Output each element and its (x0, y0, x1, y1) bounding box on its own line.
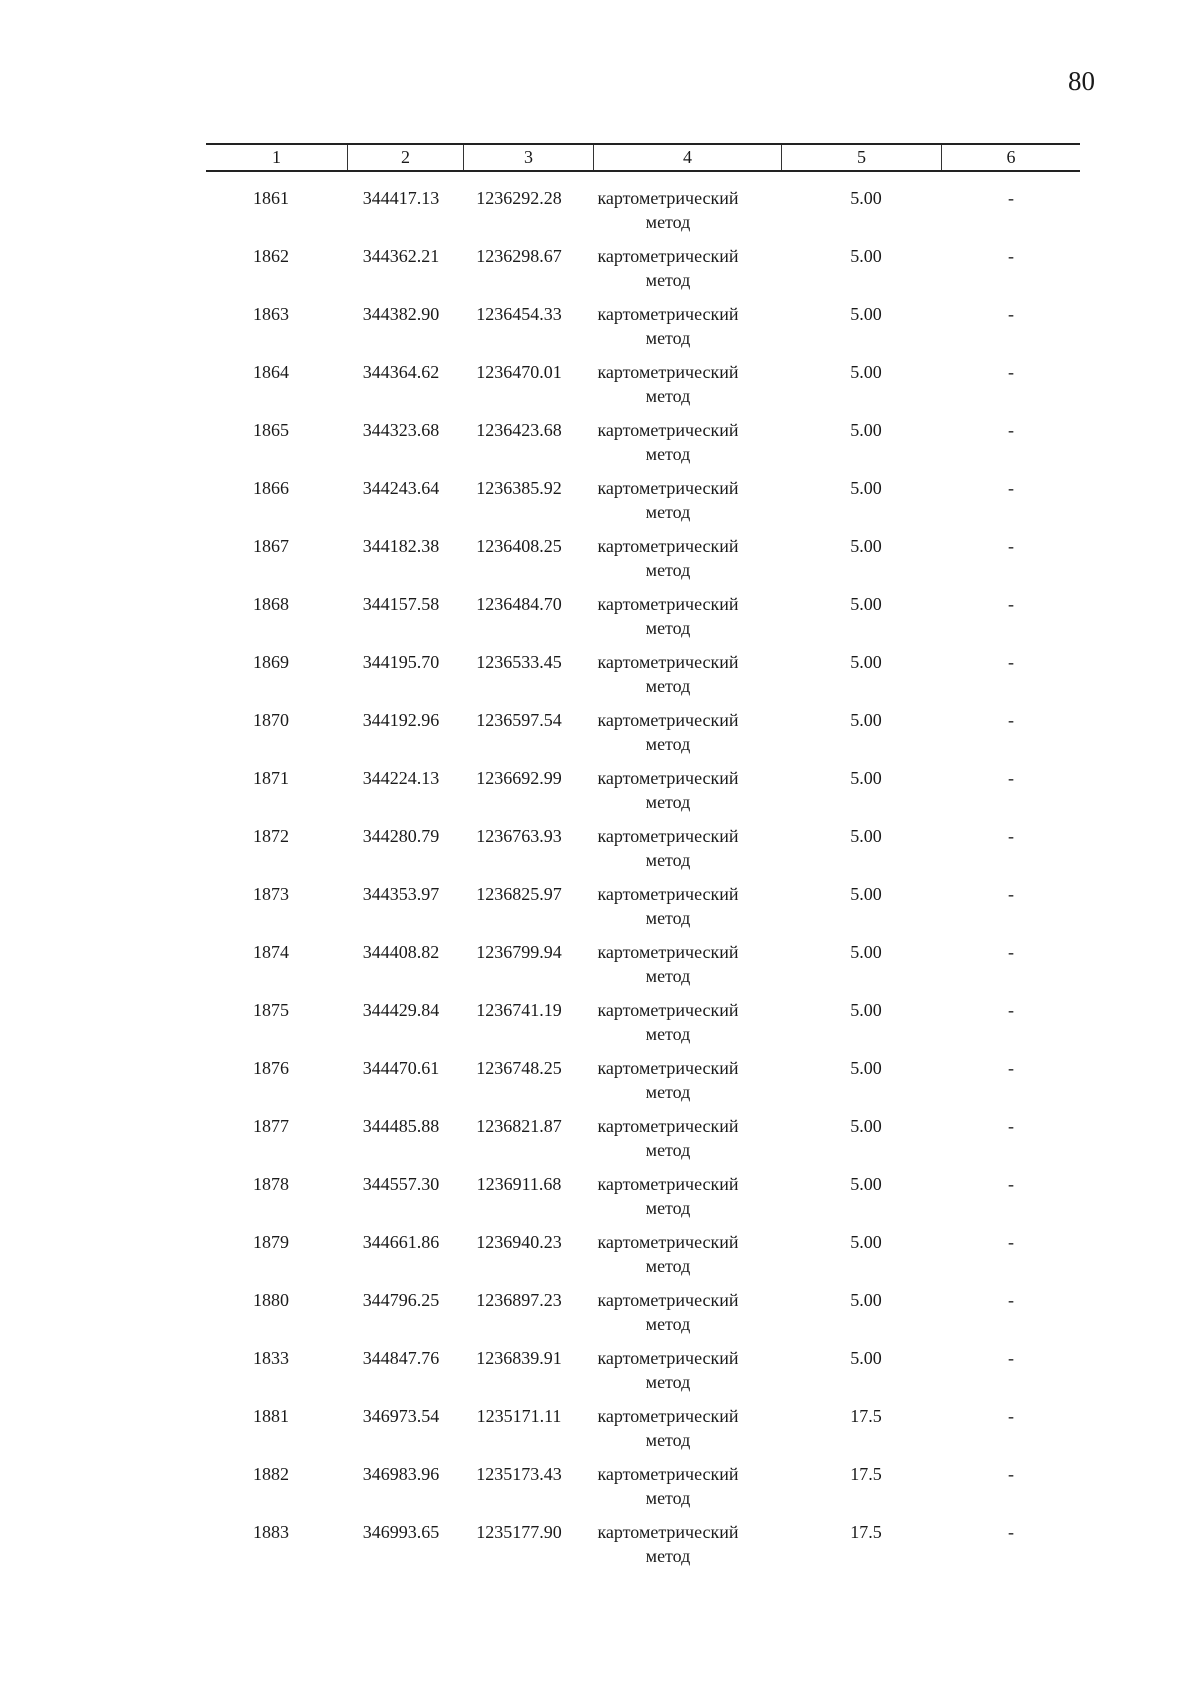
accuracy-cell: 5.00 (850, 1290, 882, 1310)
y-coordinate-cell: 1236484.70 (476, 594, 562, 614)
method-line-1: картометрический (597, 1058, 739, 1078)
x-coordinate-cell: 344192.96 (362, 710, 440, 730)
table-row (206, 1462, 1080, 1520)
point-number-cell: 1862 (253, 246, 289, 266)
note-cell: - (1008, 1406, 1014, 1426)
method-line-2: метод (645, 1372, 691, 1392)
method-line-1: картометрический (597, 1174, 739, 1194)
method-cell (586, 592, 750, 640)
method-cell (586, 1462, 750, 1510)
table-row (206, 824, 1080, 882)
x-coordinate-cell: 344224.13 (362, 768, 440, 788)
x-coordinate-cell: 344557.30 (362, 1174, 440, 1194)
column-header-6: 6 (1006, 147, 1016, 167)
y-coordinate-cell: 1236533.45 (476, 652, 562, 672)
method-cell (586, 360, 750, 408)
accuracy-cell: 5.00 (850, 478, 882, 498)
table-row (206, 534, 1080, 592)
accuracy-cell: 5.00 (850, 304, 882, 324)
note-cell: - (1008, 1522, 1014, 1542)
x-coordinate-cell: 344796.25 (362, 1290, 440, 1310)
accuracy-cell: 5.00 (850, 1058, 882, 1078)
table-row (206, 186, 1080, 244)
note-cell: - (1008, 1000, 1014, 1020)
point-number-cell: 1875 (253, 1000, 289, 1020)
y-coordinate-cell: 1236454.33 (476, 304, 562, 324)
column-header-4: 4 (594, 145, 782, 170)
table-row (206, 418, 1080, 476)
point-number-cell: 1882 (253, 1464, 289, 1484)
accuracy-cell: 5.00 (850, 362, 882, 382)
method-line-1: картометрический (597, 594, 739, 614)
accuracy-cell: 5.00 (850, 1174, 882, 1194)
y-coordinate-cell: 1236821.87 (476, 1116, 562, 1136)
method-cell (586, 940, 750, 988)
note-cell: - (1008, 1116, 1014, 1136)
method-line-2: метод (645, 1546, 691, 1566)
y-coordinate-cell: 1236911.68 (476, 1174, 562, 1194)
x-coordinate-cell: 344182.38 (362, 536, 440, 556)
note-cell: - (1008, 420, 1014, 440)
method-line-1: картометрический (597, 768, 739, 788)
method-line-2: метод (645, 270, 691, 290)
method-line-2: метод (645, 676, 691, 696)
method-cell (586, 244, 750, 292)
accuracy-cell: 5.00 (850, 536, 882, 556)
table-row (206, 360, 1080, 418)
note-cell: - (1008, 1058, 1014, 1078)
point-number-cell: 1883 (253, 1522, 289, 1542)
accuracy-cell: 5.00 (850, 188, 882, 208)
y-coordinate-cell: 1236748.25 (476, 1058, 562, 1078)
method-line-1: картометрический (597, 1406, 739, 1426)
accuracy-cell: 5.00 (850, 768, 882, 788)
method-cell (586, 302, 750, 350)
x-coordinate-cell: 344362.21 (362, 246, 440, 266)
y-coordinate-cell: 1236839.91 (476, 1348, 562, 1368)
point-number-cell: 1879 (253, 1232, 289, 1252)
x-coordinate-cell: 344847.76 (362, 1348, 440, 1368)
table-row (206, 998, 1080, 1056)
y-coordinate-cell: 1235173.43 (476, 1464, 562, 1484)
method-line-1: картометрический (597, 1348, 739, 1368)
table-row (206, 882, 1080, 940)
y-coordinate-cell: 1236298.67 (476, 246, 562, 266)
method-cell (586, 1172, 750, 1220)
y-coordinate-cell: 1236597.54 (476, 710, 562, 730)
method-line-2: метод (645, 966, 691, 986)
method-cell (586, 998, 750, 1046)
method-line-2: метод (645, 908, 691, 928)
method-cell (586, 1404, 750, 1452)
table-row (206, 592, 1080, 650)
method-line-2: метод (645, 1488, 691, 1508)
table-row (206, 940, 1080, 998)
method-cell (586, 650, 750, 698)
y-coordinate-cell: 1236292.28 (476, 188, 562, 208)
method-line-1: картометрический (597, 1000, 739, 1020)
x-coordinate-cell: 344353.97 (362, 884, 440, 904)
accuracy-cell: 5.00 (850, 420, 882, 440)
method-line-1: картометрический (597, 1232, 739, 1252)
note-cell: - (1008, 304, 1014, 324)
method-cell (586, 708, 750, 756)
table-row (206, 1230, 1080, 1288)
note-cell: - (1008, 942, 1014, 962)
method-line-1: картометрический (597, 1464, 739, 1484)
note-cell: - (1008, 710, 1014, 730)
method-line-1: картометрический (597, 304, 739, 324)
y-coordinate-cell: 1236470.01 (476, 362, 562, 382)
point-number-cell: 1874 (253, 942, 289, 962)
point-number-cell: 1864 (253, 362, 289, 382)
accuracy-cell: 5.00 (850, 1000, 882, 1020)
table-row (206, 1172, 1080, 1230)
column-header-1: 1 (206, 145, 348, 170)
method-line-2: метод (645, 1430, 691, 1450)
x-coordinate-cell: 344195.70 (362, 652, 440, 672)
x-coordinate-cell: 344157.58 (362, 594, 440, 614)
page-number: 80 (1068, 66, 1095, 96)
table-row (206, 766, 1080, 824)
point-number-cell: 1877 (253, 1116, 289, 1136)
method-line-2: метод (645, 502, 691, 522)
accuracy-cell: 5.00 (850, 1348, 882, 1368)
table-header (206, 143, 1080, 172)
accuracy-cell: 17.5 (850, 1522, 882, 1542)
table-row (206, 1056, 1080, 1114)
method-line-1: картометрический (597, 188, 739, 208)
table-row (206, 244, 1080, 302)
method-cell (586, 534, 750, 582)
method-line-1: картометрический (597, 942, 739, 962)
table-row (206, 1520, 1080, 1578)
x-coordinate-cell: 344661.86 (362, 1232, 440, 1252)
point-number-cell: 1833 (253, 1348, 289, 1368)
method-cell (586, 1114, 750, 1162)
method-line-2: метод (645, 444, 691, 464)
x-coordinate-cell: 344408.82 (362, 942, 440, 962)
point-number-cell: 1869 (253, 652, 289, 672)
y-coordinate-cell: 1236408.25 (476, 536, 562, 556)
x-coordinate-cell: 344382.90 (362, 304, 440, 324)
note-cell: - (1008, 1464, 1014, 1484)
method-line-1: картометрический (597, 1290, 739, 1310)
method-line-2: метод (645, 386, 691, 406)
point-number-cell: 1878 (253, 1174, 289, 1194)
x-coordinate-cell: 344417.13 (362, 188, 440, 208)
column-header-5: 5 (782, 145, 942, 170)
x-coordinate-cell: 344280.79 (362, 826, 440, 846)
method-line-1: картометрический (597, 1116, 739, 1136)
accuracy-cell: 5.00 (850, 1116, 882, 1136)
method-line-2: метод (645, 1024, 691, 1044)
y-coordinate-cell: 1236763.93 (476, 826, 562, 846)
accuracy-cell: 5.00 (850, 1232, 882, 1252)
method-cell (586, 1346, 750, 1394)
method-line-1: картометрический (597, 652, 739, 672)
point-number-cell: 1867 (253, 536, 289, 556)
method-line-1: картометрический (597, 362, 739, 382)
table-row (206, 1404, 1080, 1462)
method-line-1: картометрический (597, 710, 739, 730)
y-coordinate-cell: 1236799.94 (476, 942, 562, 962)
note-cell: - (1008, 246, 1014, 266)
point-number-cell: 1871 (253, 768, 289, 788)
table-body (206, 186, 1080, 1578)
y-coordinate-cell: 1236741.19 (476, 1000, 562, 1020)
point-number-cell: 1872 (253, 826, 289, 846)
note-cell: - (1008, 652, 1014, 672)
x-coordinate-cell: 344485.88 (362, 1116, 440, 1136)
table-row (206, 708, 1080, 766)
note-cell: - (1008, 826, 1014, 846)
method-cell (586, 476, 750, 524)
x-coordinate-cell: 344243.64 (362, 478, 440, 498)
note-cell: - (1008, 1290, 1014, 1310)
note-cell: - (1008, 594, 1014, 614)
column-header-2: 2 (348, 145, 464, 170)
method-line-1: картометрический (597, 478, 739, 498)
point-number-cell: 1880 (253, 1290, 289, 1310)
accuracy-cell: 5.00 (850, 246, 882, 266)
method-line-2: метод (645, 1256, 691, 1276)
table-row (206, 1346, 1080, 1404)
x-coordinate-cell: 344364.62 (362, 362, 440, 382)
point-number-cell: 1865 (253, 420, 289, 440)
note-cell: - (1008, 188, 1014, 208)
x-coordinate-cell: 346973.54 (362, 1406, 440, 1426)
y-coordinate-cell: 1236692.99 (476, 768, 562, 788)
point-number-cell: 1873 (253, 884, 289, 904)
note-cell: - (1008, 884, 1014, 904)
x-coordinate-cell: 346983.96 (362, 1464, 440, 1484)
method-line-1: картометрический (597, 246, 739, 266)
accuracy-cell: 5.00 (850, 594, 882, 614)
x-coordinate-cell: 346993.65 (362, 1522, 440, 1542)
note-cell: - (1008, 536, 1014, 556)
method-line-2: метод (645, 328, 691, 348)
method-line-2: метод (645, 1314, 691, 1334)
note-cell: - (1008, 362, 1014, 382)
method-line-2: метод (645, 792, 691, 812)
note-cell: - (1008, 1174, 1014, 1194)
method-line-2: метод (645, 1198, 691, 1218)
method-cell (586, 418, 750, 466)
accuracy-cell: 5.00 (850, 652, 882, 672)
point-number-cell: 1868 (253, 594, 289, 614)
table-row (206, 476, 1080, 534)
method-line-1: картометрический (597, 420, 739, 440)
note-cell: - (1008, 1348, 1014, 1368)
x-coordinate-cell: 344429.84 (362, 1000, 440, 1020)
method-cell (586, 1288, 750, 1336)
accuracy-cell: 17.5 (850, 1406, 882, 1426)
note-cell: - (1008, 768, 1014, 788)
method-cell (586, 1056, 750, 1104)
method-line-1: картометрический (597, 536, 739, 556)
y-coordinate-cell: 1236897.23 (476, 1290, 562, 1310)
table-row (206, 1288, 1080, 1346)
point-number-cell: 1870 (253, 710, 289, 730)
accuracy-cell: 5.00 (850, 826, 882, 846)
method-cell (586, 1230, 750, 1278)
table-row (206, 1114, 1080, 1172)
method-line-2: метод (645, 734, 691, 754)
point-number-cell: 1863 (253, 304, 289, 324)
method-line-1: картометрический (597, 826, 739, 846)
method-cell (586, 1520, 750, 1568)
accuracy-cell: 5.00 (850, 710, 882, 730)
y-coordinate-cell: 1236940.23 (476, 1232, 562, 1252)
method-line-2: метод (645, 560, 691, 580)
method-line-2: метод (645, 212, 691, 232)
x-coordinate-cell: 344470.61 (362, 1058, 440, 1078)
method-line-2: метод (645, 618, 691, 638)
table-row (206, 302, 1080, 360)
y-coordinate-cell: 1236423.68 (476, 420, 562, 440)
y-coordinate-cell: 1236385.92 (476, 478, 562, 498)
point-number-cell: 1861 (253, 188, 289, 208)
method-cell (586, 186, 750, 234)
y-coordinate-cell: 1235177.90 (476, 1522, 562, 1542)
x-coordinate-cell: 344323.68 (362, 420, 440, 440)
point-number-cell: 1876 (253, 1058, 289, 1078)
accuracy-cell: 17.5 (850, 1464, 882, 1484)
method-line-1: картометрический (597, 1522, 739, 1542)
method-cell (586, 882, 750, 930)
accuracy-cell: 5.00 (850, 884, 882, 904)
point-number-cell: 1881 (253, 1406, 289, 1426)
y-coordinate-cell: 1235171.11 (476, 1406, 562, 1426)
method-cell (586, 766, 750, 814)
method-line-2: метод (645, 1082, 691, 1102)
method-line-2: метод (645, 850, 691, 870)
method-line-2: метод (645, 1140, 691, 1160)
method-cell (586, 824, 750, 872)
y-coordinate-cell: 1236825.97 (476, 884, 562, 904)
column-header-3: 3 (464, 145, 594, 170)
note-cell: - (1008, 1232, 1014, 1252)
point-number-cell: 1866 (253, 478, 289, 498)
method-line-1: картометрический (597, 884, 739, 904)
note-cell: - (1008, 478, 1014, 498)
accuracy-cell: 5.00 (850, 942, 882, 962)
table-row (206, 650, 1080, 708)
